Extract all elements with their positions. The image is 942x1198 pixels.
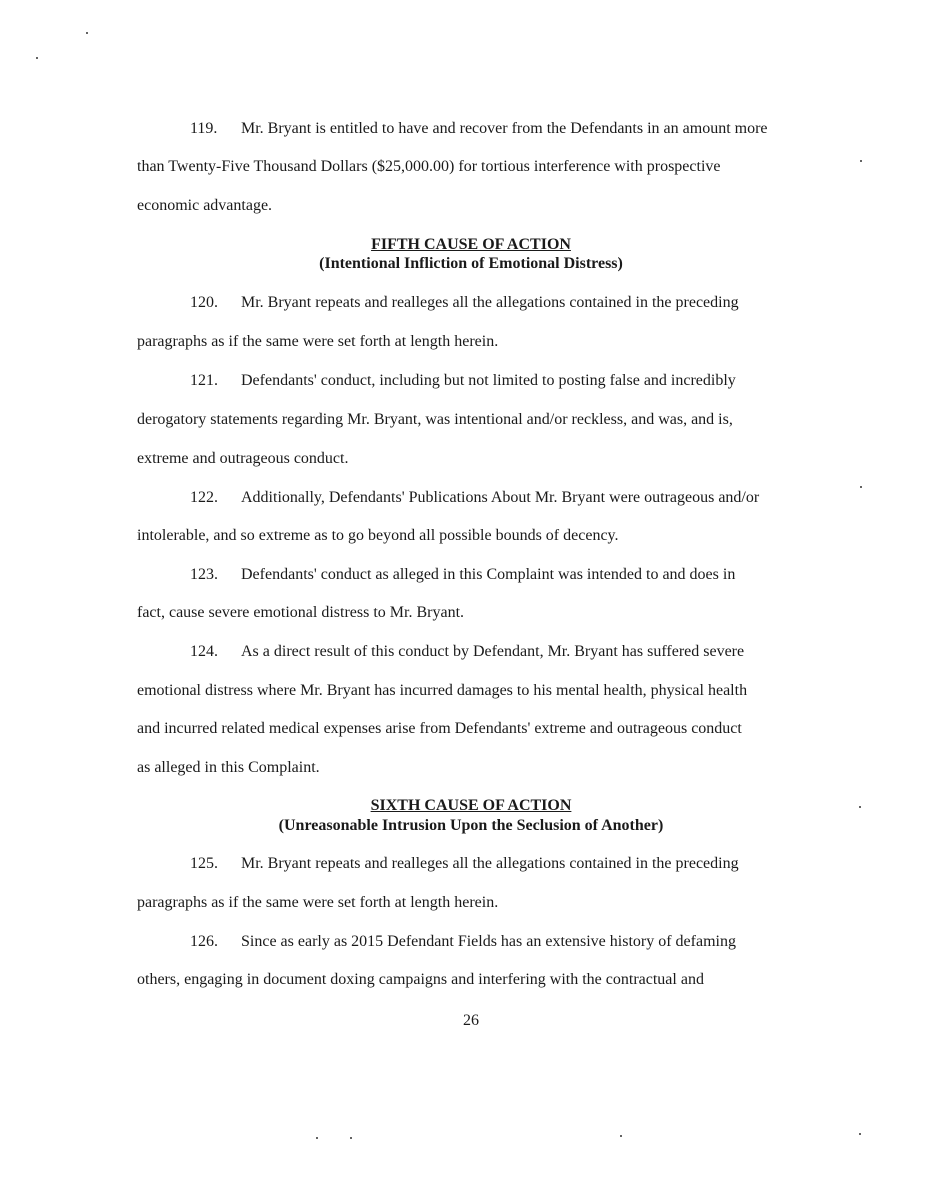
paragraph-123-line-2: fact, cause severe emotional distress to Mr. Bryant.	[137, 604, 465, 621]
paragraph-120-line-1: 120. Mr. Bryant repeats and realleges all the allegations contained in the preceding	[190, 294, 739, 311]
paragraph-119-line-3: economic advantage.	[137, 197, 273, 214]
scan-speck	[36, 57, 38, 59]
paragraph-number: 124.	[190, 643, 218, 660]
paragraph-126-line-2: others, engaging in document doxing campaigns and interfering with the contractual and	[137, 971, 704, 988]
paragraph-number: 125.	[190, 855, 218, 872]
paragraph-119-line-1: 119. Mr. Bryant is entitled to have and recover from the Defendants in an amount more	[190, 120, 768, 137]
paragraph-126-line-1: 126. Since as early as 2015 Defendant Fields has an extensive history of defaming	[190, 933, 736, 950]
scan-speck	[859, 1133, 861, 1135]
scan-speck	[860, 486, 862, 488]
paragraph-125-line-2: paragraphs as if the same were set forth at length herein.	[137, 894, 499, 911]
paragraph-number: 123.	[190, 566, 218, 583]
paragraph-123-line-1: 123. Defendants' conduct as alleged in this Complaint was intended to and does in	[190, 566, 736, 583]
paragraph-119-line-2: than Twenty-Five Thousand Dollars ($25,000.00) for tortious interference with prospective	[137, 158, 721, 175]
paragraph-122-line-2: intolerable, and so extreme as to go beyond all possible bounds of decency.	[137, 527, 619, 544]
fifth-cause-subtitle: (Intentional Infliction of Emotional Distress)	[319, 255, 623, 272]
paragraph-124-line-2: emotional distress where Mr. Bryant has incurred damages to his mental health, physical health	[137, 682, 748, 699]
paragraph-121-line-2: derogatory statements regarding Mr. Bryant, was intentional and/or reckless, and was, and is,	[137, 411, 733, 428]
paragraph-124-line-1: 124. As a direct result of this conduct by Defendant, Mr. Bryant has suffered severe	[190, 643, 745, 660]
scan-speck	[86, 32, 88, 34]
scan-speck	[316, 1137, 318, 1139]
scan-speck	[350, 1137, 352, 1139]
scan-speck	[860, 160, 862, 162]
paragraph-number: 126.	[190, 933, 218, 950]
sixth-cause-heading: SIXTH CAUSE OF ACTION	[370, 797, 572, 814]
paragraph-121-line-1: 121. Defendants' conduct, including but not limited to posting false and incredibly	[190, 372, 736, 389]
paragraph-122-line-1: 122. Additionally, Defendants' Publications About Mr. Bryant were outrageous and/or	[190, 489, 760, 506]
paragraph-125-line-1: 125. Mr. Bryant repeats and realleges all the allegations contained in the preceding	[190, 855, 739, 872]
scan-speck	[620, 1135, 622, 1137]
paragraph-120-line-2: paragraphs as if the same were set forth at length herein.	[137, 333, 499, 350]
page-number: 26	[463, 1012, 479, 1029]
paragraph-number: 120.	[190, 294, 218, 311]
sixth-cause-subtitle: (Unreasonable Intrusion Upon the Seclusion of Another)	[278, 817, 664, 834]
fifth-cause-heading: FIFTH CAUSE OF ACTION	[371, 236, 571, 253]
paragraph-number: 119.	[190, 120, 218, 137]
paragraph-number: 121.	[190, 372, 218, 389]
paragraph-121-line-3: extreme and outrageous conduct.	[137, 450, 349, 467]
paragraph-124-line-3: and incurred related medical expenses arise from Defendants' extreme and outrageous conduct	[137, 720, 742, 737]
paragraph-124-line-4: as alleged in this Complaint.	[137, 759, 320, 776]
paragraph-number: 122.	[190, 489, 218, 506]
